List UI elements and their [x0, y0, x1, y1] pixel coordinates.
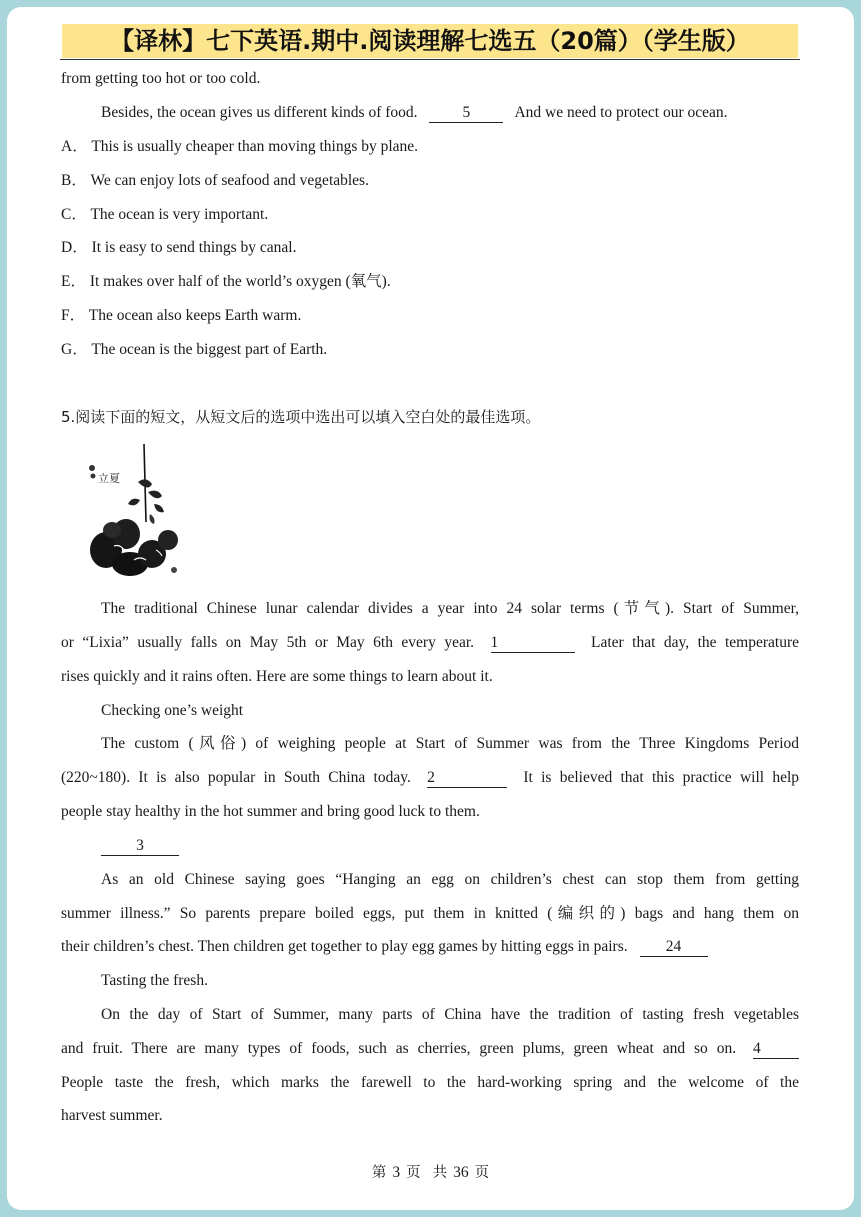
illustration-calligraphy: 立夏	[98, 472, 120, 485]
paragraph-3-line-2: summer illness.” So parents prepare boiled eggs, put them in knitted (编织的) bags and hang them on	[61, 905, 799, 922]
paragraph-4-line-1: On the day of Start of Summer, many parts of China have the tradition of tasting fresh vegetables	[101, 1006, 799, 1023]
paragraph-4-line-3: People taste the fresh, which marks the farewell to the hard-working spring and the welcome of the	[61, 1074, 799, 1091]
option-e: E． It makes over half of the world’s oxygen (氧气).	[61, 273, 391, 290]
total-page-count: 36	[453, 1164, 469, 1181]
passage-paragraph	[101, 102, 799, 124]
subheading-tasting-fresh: Tasting the fresh.	[101, 972, 208, 989]
subheading-blank-line	[101, 835, 799, 857]
answer-blank-24[interactable]: 24	[640, 938, 708, 957]
option-d: D． It is easy to send things by canal.	[61, 239, 297, 256]
answer-blank-5[interactable]: 5	[429, 104, 503, 123]
answer-blank-2[interactable]: 2	[427, 769, 507, 788]
paragraph-1-line-2: or “Lixia” usually falls on May 5th or May 6th every year. 1 Later that day, the temperature	[61, 634, 800, 651]
paragraph-text: Besides, the ocean gives us different kinds of food.	[101, 104, 418, 121]
page-footer	[0, 1162, 861, 1184]
paragraph-2-line-1: The custom (风俗) of weighing people at Start of Summer was from the Three Kingdoms Period	[101, 735, 799, 752]
paragraph-text: And we need to protect our ocean.	[514, 104, 728, 121]
footer-total-label: 页	[474, 1165, 490, 1181]
answer-blank-1[interactable]: 1	[491, 634, 575, 653]
answer-blank-4[interactable]: 4	[753, 1040, 799, 1059]
paragraph-3-line-1: As an old Chinese saying goes “Hanging an egg on children’s chest can stop them from getting	[101, 871, 799, 888]
footer-total-prefix: 共	[432, 1165, 448, 1181]
subheading-checking-weight: Checking one’s weight	[101, 702, 244, 719]
footer-page-label: 页	[406, 1165, 421, 1181]
paragraph-2-line-3: people stay healthy in the hot summer and bring good luck to them.	[61, 803, 480, 820]
paragraph-1-line-1: The traditional Chinese lunar calendar divides a year into 24 solar terms (节气). Start of Summer,	[101, 600, 799, 617]
option-f: F． The ocean also keeps Earth warm.	[61, 307, 302, 324]
paragraph-4-line-4: harvest summer.	[61, 1107, 163, 1124]
option-a: A． This is usually cheaper than moving things by plane.	[61, 138, 419, 155]
footer-page-prefix: 第	[371, 1165, 387, 1181]
option-g: G． The ocean is the biggest part of Earth.	[61, 341, 328, 358]
document-title: 【译林】七下英语.期中.阅读理解七选五（20篇）（学生版）	[62, 24, 798, 58]
passage-continuation: from getting too hot or too cold.	[61, 70, 261, 87]
lixia-ink-illustration	[84, 442, 190, 582]
question-instruction: 5.阅读下面的短文，从短文后的选项中选出可以填入空白处的最佳选项。	[61, 408, 541, 426]
paragraph-4-line-2: and fruit. There are many types of foods, such as cherries, green plums, green wheat and so on. 4	[61, 1038, 799, 1060]
paragraph-1-line-3: rises quickly and it rains often. Here are some things to learn about it.	[61, 668, 493, 685]
answer-blank-3[interactable]: 3	[101, 837, 179, 856]
current-page-number: 3	[392, 1164, 401, 1181]
header-divider	[60, 59, 800, 60]
option-c: C． The ocean is very important.	[61, 206, 269, 223]
paragraph-2-line-2: (220~180). It is also popular in South China today. 2 It is believed that this practice will help	[61, 769, 799, 786]
option-b: B． We can enjoy lots of seafood and vegetables.	[61, 172, 369, 189]
paragraph-3-line-3: their children’s chest. Then children get together to play egg games by hitting eggs in pairs. 24	[61, 936, 799, 958]
